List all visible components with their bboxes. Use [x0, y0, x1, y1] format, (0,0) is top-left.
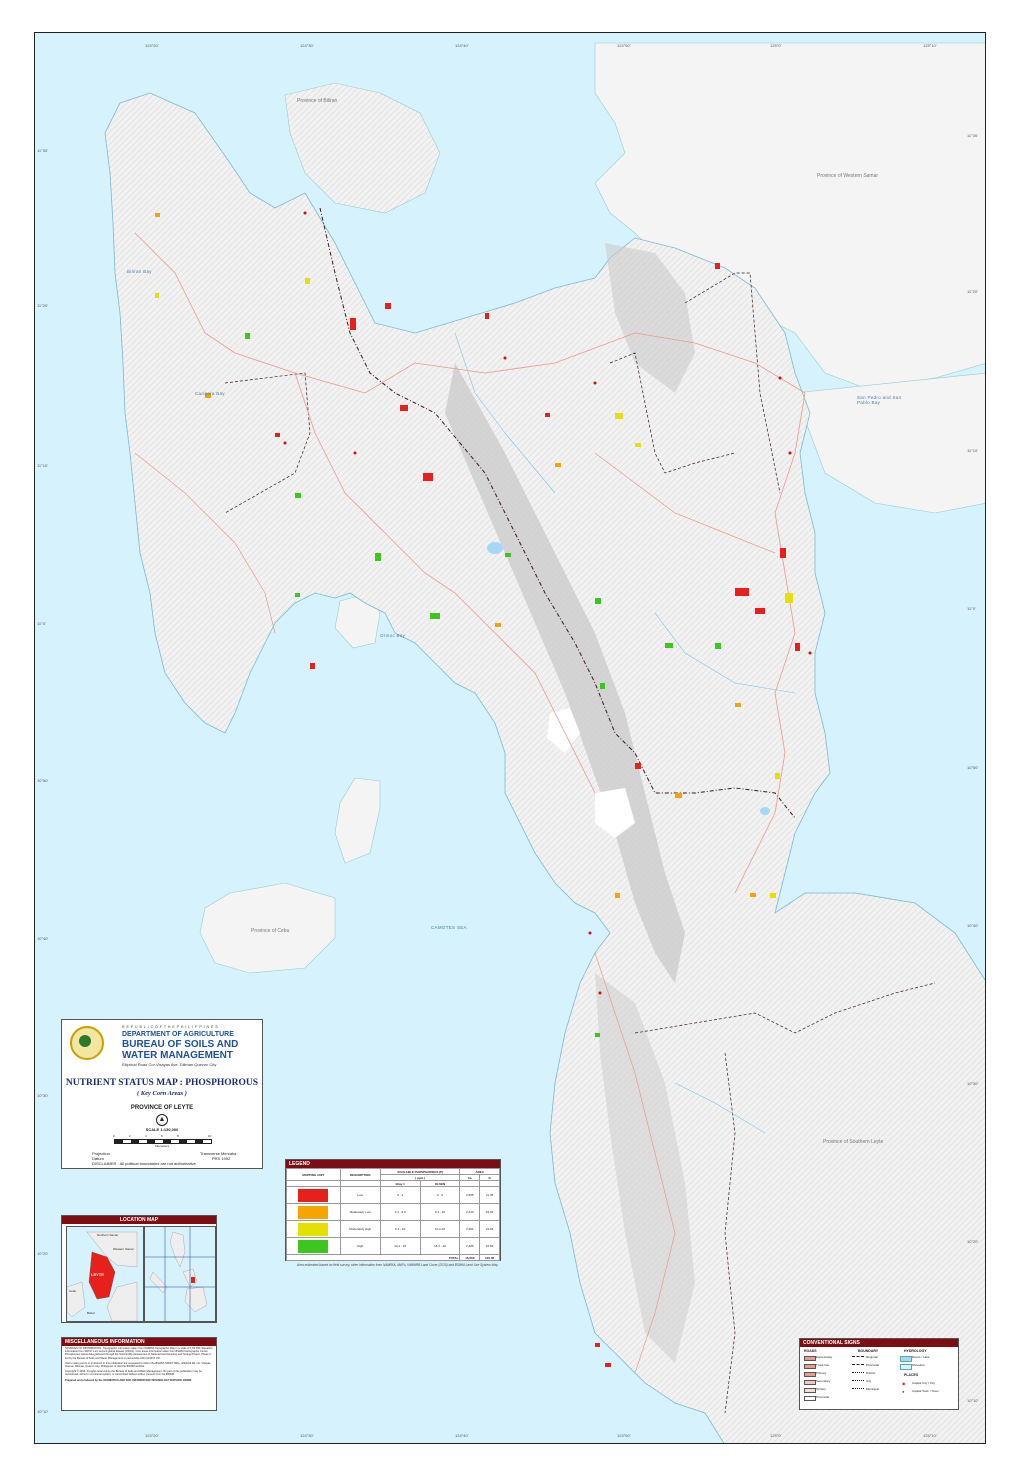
- bswm-logo: [70, 1026, 104, 1060]
- misc-info-panel: [61, 1337, 217, 1411]
- carigara-bay-label: Carigara Bay: [195, 391, 225, 396]
- places-title: PLACES: [904, 1373, 919, 1377]
- swatch-low: [298, 1189, 328, 1202]
- place-town-icon: ●: [902, 1389, 905, 1394]
- place-city-label: Capital City / City: [912, 1381, 936, 1385]
- road-primary-symbol: [804, 1372, 816, 1377]
- coord-left-6: 10°40': [37, 936, 49, 941]
- coord-bottom-6: 125°10': [923, 1433, 937, 1438]
- col-avail: AVAILABLE PHOSPHOROUS (P): [380, 1169, 460, 1175]
- north-arrow-icon: ▲: [156, 1114, 168, 1126]
- map-title: NUTRIENT STATUS MAP : PHOSPHOROUS: [65, 1078, 259, 1088]
- san-pedro-bay-label: San Pedro and San Pablo Bay: [857, 395, 902, 405]
- legend-row-mod-low: [287, 1204, 500, 1221]
- place-town-label: Capital Town / Town: [912, 1389, 939, 1393]
- inset-bohol: Bohol: [87, 1311, 95, 1315]
- olsen-low: 0 - 6: [420, 1187, 460, 1204]
- coord-top-2: 124°30': [300, 43, 314, 48]
- scale-tick-0: 0: [113, 1134, 115, 1138]
- title-block: [61, 1019, 263, 1169]
- misc-header: MISCELLANEOUS INFORMATION: [62, 1338, 216, 1346]
- projection-value: Transverse Mercator: [200, 1151, 237, 1156]
- swatch-high: [298, 1240, 328, 1253]
- province-southern-leyte-label: Province of Southern Leyte: [823, 1139, 884, 1145]
- inset-philippines: [144, 1226, 216, 1322]
- coord-left-3: 11°10': [37, 463, 48, 468]
- scale-tick-3: 6: [161, 1134, 163, 1138]
- coord-bottom-5: 125°0': [770, 1433, 782, 1438]
- bureau-line2: WATER MANAGEMENT: [122, 1050, 233, 1061]
- coord-bottom-1: 124°20': [145, 1433, 159, 1438]
- map-subtitle: ( Key Corn Areas ): [137, 1090, 187, 1097]
- road-secondary-symbol: [804, 1380, 816, 1385]
- bray-mod-low: 3.1 - 6.0: [380, 1204, 420, 1221]
- boundary-regional-symbol: [852, 1356, 864, 1360]
- lake-2: [760, 807, 770, 815]
- ha-mod-high: 3,381: [460, 1221, 480, 1238]
- coord-left-2: 11°20': [37, 303, 48, 308]
- road-trunk-symbol: [804, 1364, 816, 1369]
- misc-prepared: Prepared and produced by the GEOMATICS AND SOIL INFORMATION TECHNOLOGY DIVISION, BSWM: [65, 1378, 192, 1382]
- projection-label: Projection: [92, 1151, 110, 1156]
- pct-low: 21.35: [480, 1187, 500, 1204]
- pct-mod-high: 21.69: [480, 1221, 500, 1238]
- coord-left-7: 10°30': [37, 1093, 49, 1098]
- bray-high: 10.1 - 15: [380, 1238, 420, 1255]
- boundary-provincial-label: Provincial: [866, 1363, 880, 1367]
- col-area: AREA: [460, 1169, 500, 1175]
- coord-left-4: 11°0': [37, 621, 46, 626]
- conventional-signs-panel: [799, 1338, 959, 1410]
- road-trunk-label: Trunk line: [816, 1363, 830, 1367]
- legend-note: Area estimated based on field survey, other information from NAMRIA, MAFs, NIMMRB Land Cover (2010) and BSWM Land Use System Map: [297, 1263, 498, 1267]
- inset-leyte-svg: [67, 1227, 143, 1321]
- province-western-samar-label: Province of Western Samar: [817, 173, 879, 179]
- coord-left-5: 10°50': [37, 778, 49, 783]
- bureau-line1: BUREAU OF SOILS AND: [122, 1039, 239, 1050]
- olsen-mod-high: 10.1-15: [420, 1221, 460, 1238]
- road-expressway-symbol: [804, 1356, 816, 1361]
- swatch-mod-high: [298, 1223, 328, 1236]
- coord-bottom-4: 124°50': [617, 1433, 631, 1438]
- province-biliran-label: Province of Biliran: [297, 98, 338, 104]
- hydro-shoreline-symbol: [900, 1364, 912, 1370]
- boundary-city-label: City: [866, 1379, 872, 1383]
- inset-leyte: [66, 1226, 144, 1322]
- inset-western-samar: Western Samar: [113, 1247, 134, 1251]
- coord-right-1: 11°30': [967, 133, 978, 138]
- ha-mod-low: 2,413: [460, 1204, 480, 1221]
- legend-row-mod-high: [287, 1221, 500, 1238]
- road-tertiary-symbol: [804, 1388, 816, 1393]
- desc-mod-high: Moderately High: [340, 1221, 380, 1238]
- boundary-regional-label: Regional: [866, 1355, 878, 1359]
- legend-row-low: [287, 1187, 500, 1204]
- ha-high: 2,485: [460, 1238, 480, 1255]
- ha-low: 3,355: [460, 1187, 480, 1204]
- col-ha: ha: [460, 1175, 480, 1181]
- total-label: TOTAL: [287, 1255, 460, 1261]
- olsen-high: 15.1 - 20: [420, 1238, 460, 1255]
- coord-top-4: 124°50': [617, 43, 631, 48]
- legend-header: LEGEND: [286, 1160, 500, 1168]
- coord-right-6: 10°40': [967, 923, 979, 928]
- republic-label: R E P U B L I C O F T H E P H I L I P P I N E S: [122, 1025, 219, 1029]
- ormoc-bay-label: Ormoc Bay: [380, 633, 406, 638]
- col-pct: %: [480, 1175, 500, 1181]
- boundary-district-symbol: [852, 1372, 864, 1376]
- datum-value: PRS 1992: [212, 1156, 231, 1161]
- col-bray: Bray 1: [380, 1181, 420, 1187]
- boundary-district-label: District: [866, 1371, 876, 1375]
- province-cebu-label: Province of Cebu: [251, 928, 290, 934]
- coord-right-8: 10°20': [967, 1239, 979, 1244]
- legend-row-high: [287, 1238, 500, 1255]
- hydro-river-symbol: [900, 1356, 912, 1362]
- coord-top-1: 124°20': [145, 43, 159, 48]
- location-map-header: LOCATION MAP: [62, 1216, 216, 1224]
- province-title: PROVINCE OF LEYTE: [130, 1105, 194, 1111]
- camotes-sea-label: CAMOTES SEA: [431, 925, 467, 930]
- roads-title: ROADS: [804, 1349, 817, 1353]
- pct-mod-low: 15.52: [480, 1204, 500, 1221]
- col-ppm: ( ppm ): [380, 1175, 460, 1181]
- road-tertiary-label: Tertiary: [816, 1387, 826, 1391]
- coord-left-1: 11°30': [37, 148, 48, 153]
- signs-header: CONVENTIONAL SIGNS: [800, 1339, 958, 1347]
- road-primary-label: Primary: [816, 1371, 827, 1375]
- desc-mod-low: Moderately Low: [340, 1204, 380, 1221]
- misc-copyright: Copyright © 2016. All rights reserved by the Bureau of Soils and Water Management. No part of this publication may be reproduced, stored in a retrieval system, or transmitted without written consent from the BSWM.: [65, 1370, 202, 1377]
- coord-right-9: 10°10': [967, 1398, 979, 1403]
- inset-cebu: Cebu: [69, 1289, 77, 1293]
- logo-emblem: [79, 1035, 91, 1047]
- col-description: DESCRIPTION: [340, 1169, 380, 1181]
- bray-mod-high: 6.1 - 10: [380, 1221, 420, 1238]
- boundary-municipal-label: Municipal: [866, 1387, 879, 1391]
- inset-philippines-svg: [145, 1227, 215, 1321]
- coord-bottom-2: 124°30': [300, 1433, 314, 1438]
- hydrology-title: HYDROLOGY: [904, 1349, 927, 1353]
- scale-tick-5: 10: [208, 1134, 212, 1138]
- coord-right-4: 11°0': [967, 606, 976, 611]
- lake-1: [487, 542, 503, 554]
- total-pct: 100.00: [480, 1255, 500, 1261]
- place-city-icon: ◉: [902, 1381, 906, 1386]
- coord-top-5: 125°0': [770, 43, 782, 48]
- road-provincial-symbol: [804, 1396, 816, 1401]
- scale-tick-2: 4: [145, 1134, 147, 1138]
- legend-row-total: [287, 1255, 500, 1261]
- col-mapping-unit: MAPPING UNIT: [287, 1169, 341, 1181]
- col-olsen: OLSEN: [420, 1181, 460, 1187]
- biliran-bay-label: Biliran Bay: [127, 269, 152, 274]
- desc-low: Low: [340, 1187, 380, 1204]
- scale-unit: Kilometers: [154, 1144, 170, 1148]
- inset-northern-samar: Northern Samar: [97, 1233, 119, 1237]
- boundary-title: BOUNDARY: [858, 1349, 879, 1353]
- swatch-mod-low: [298, 1206, 328, 1219]
- olsen-mod-low: 6.1 - 10: [420, 1204, 460, 1221]
- scale-text: SCALE 1:130,000: [145, 1127, 179, 1132]
- coord-right-2: 11°20': [967, 289, 978, 294]
- scale-tick-1: 2: [129, 1134, 131, 1138]
- hydro-river-label: Rivers / Lake: [912, 1355, 930, 1359]
- desc-high: High: [340, 1238, 380, 1255]
- bureau-address: Elliptical Road Cor Visayas Ave. Diliman Quezon City: [122, 1062, 217, 1067]
- disclaimer: DISCLAIMER : All political boundaries are not authoritative: [92, 1161, 196, 1166]
- inset-leyte-label: LEYTE: [91, 1272, 104, 1277]
- hydro-shoreline-label: Shoreline: [912, 1363, 925, 1367]
- boundary-city-symbol: [852, 1380, 864, 1384]
- boundary-provincial-symbol: [852, 1364, 864, 1368]
- datum-label: Datum: [92, 1156, 104, 1161]
- pct-high: 16.52: [480, 1238, 500, 1255]
- total-ha: 15,600: [460, 1255, 480, 1261]
- location-map-panel: [61, 1215, 217, 1323]
- coord-right-5: 10°50': [967, 765, 979, 770]
- coord-top-3: 124°40': [455, 43, 469, 48]
- coord-bottom-3: 124°40': [455, 1433, 469, 1438]
- road-provincial-label: Provincial: [816, 1395, 830, 1399]
- scale-tick-4: 8: [177, 1134, 179, 1138]
- coord-left-9: 10°10': [37, 1409, 49, 1414]
- department-label: DEPARTMENT OF AGRICULTURE: [122, 1031, 234, 1038]
- map-frame: [34, 32, 986, 1444]
- coord-left-8: 10°20': [37, 1251, 49, 1256]
- bray-low: 0 - 3: [380, 1187, 420, 1204]
- misc-errors: Users noting errors or omissions in this publication are requested to inform the BSWM, SWGIT Bldg., Elliptical Rd. cor. Visayas Avenue, Diliman, Quezon City, Philippines or visit the BSWM website.: [65, 1361, 211, 1369]
- coord-right-7: 10°30': [967, 1081, 979, 1086]
- boundary-municipal-symbol: [852, 1388, 864, 1392]
- coord-top-6: 125°10': [923, 43, 937, 48]
- legend-panel: [285, 1159, 501, 1261]
- road-expressway-label: Expressway: [816, 1355, 833, 1359]
- coord-right-3: 11°10': [967, 448, 978, 453]
- legend-table: [286, 1168, 500, 1261]
- misc-sources: SOURCES OF INFORMATION : Topographic information taken from NAMRIA Topographic Map in a scale of 1:50,000; Elevation information from SRTM 1 arc second global dataset (USGS). Corn areas information taken from BSWM Cartographic Center. Phosphorous status data gathered through the Soil Fertility Assessment of National Soil Sampling and Testing Project. Phase II, led by the Bureau of Soils and Water Management in partnership with DA RFO VIII.: [65, 1347, 213, 1360]
- road-secondary-label: Secondary: [816, 1379, 831, 1383]
